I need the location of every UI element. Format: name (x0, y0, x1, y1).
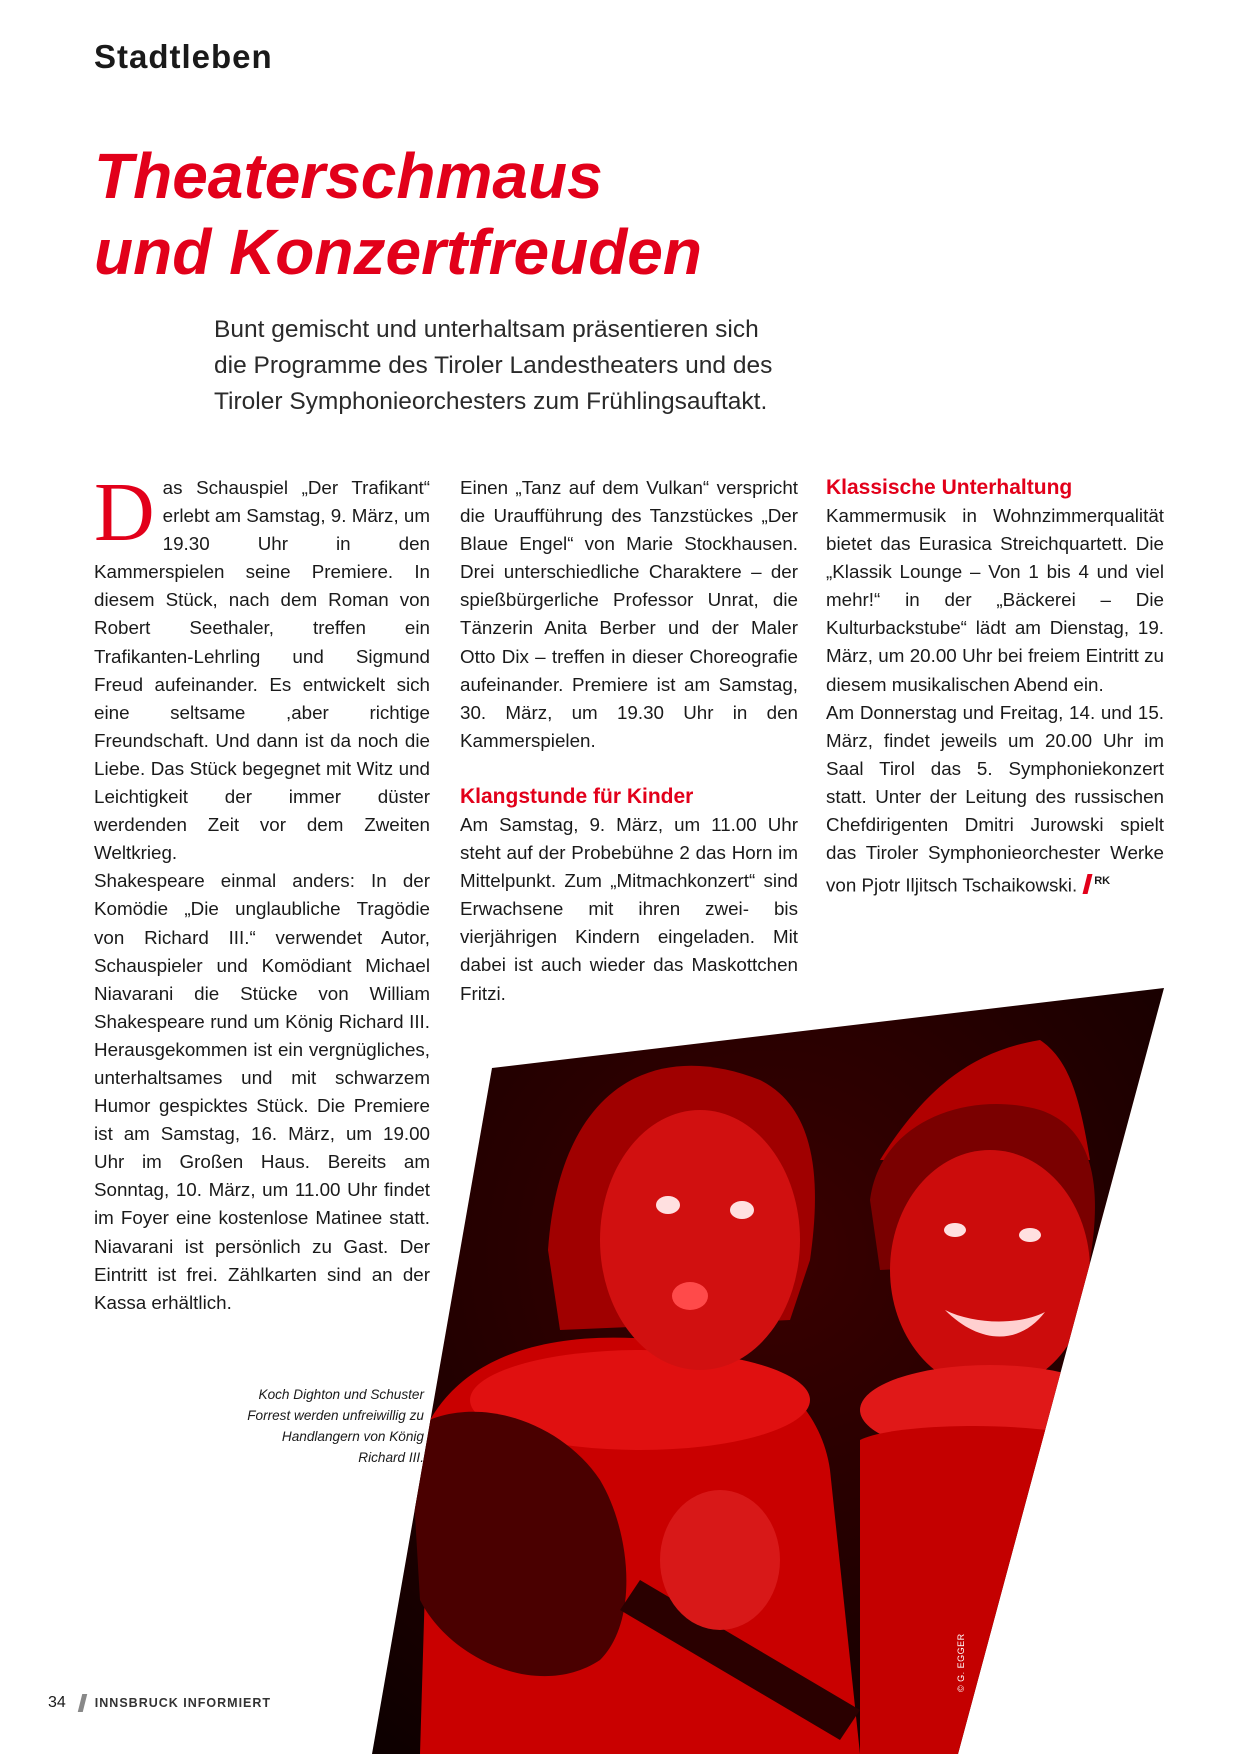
photo-caption: Koch Dighton und Schuster Forrest werden unfreiwillig zu Handlangern von König Richard III. (247, 1387, 424, 1465)
lead-line-2: die Programme des Tiroler Landestheaters und des (214, 352, 773, 379)
magazine-name: INNSBRUCK INFORMIERT (94, 1696, 272, 1710)
photo-credit: © G. EGGER (956, 1633, 966, 1692)
end-mark-icon (1083, 874, 1093, 894)
column3-paragraph-1: Kammermusik in Wohnzimmerqualität bietet das Eurasica Streichquartett. Die „Klassik Lounge – Von 1 bis 4 und viel mehr!“ in der „Bäckerei – Die Kulturbackstube“ lädt am Dienstag, 19. März, um 20.00 Uhr bei freiem Eintritt zu diesem musikalischen Abend ein. (826, 505, 1164, 695)
actor-left-eye-left (656, 1196, 680, 1214)
page-footer (48, 1694, 271, 1712)
article-column-2 (460, 474, 798, 1008)
actor-right-body (860, 1426, 1120, 1754)
column1-paragraph-2: Shakespeare einmal anders: In der Komödie „Die unglaubliche Tragödie von Richard III.“ verwendet Autor, Schauspieler und Komödiant Michael Niavarani die Stücke von William Shakespeare rund um König Richard III. Herausgekommen ist ein vergnügliches, unterhaltsames und mit schwarzem Humor gespicktes Stück. Die Premiere ist am Samstag, 16. März, um 19.00 Uhr im Großen Haus. Bereits am Sonntag, 10. März, um 11.00 Uhr findet im Foyer eine kostenlose Matinee statt. Niavarani ist persönlich zu Gast. Der Eintritt ist frei. Zählkarten sind an der Kassa erhältlich. (94, 870, 430, 1313)
column3-paragraph-2 (826, 699, 1164, 900)
headline-line-2: und Konzertfreuden (94, 216, 702, 288)
section-label: Stadtleben (94, 38, 273, 75)
column2-paragraph-1: Einen „Tanz auf dem Vulkan“ verspricht die Uraufführung des Tanzstückes „Der Blaue Engel“ von Marie Stockhausen. Drei unterschiedliche Charaktere – der spießbürgerliche Professor Unrat, die Tänzerin Anita Berber und der Maler Otto Dix – treffen in dieser Choreografie aufeinander. Premiere ist am Samstag, 30. März, um 19.30 Uhr in den Kammerspielen. (460, 477, 798, 751)
column2-paragraph-2: Am Samstag, 9. März, um 11.00 Uhr steht auf der Probebühne 2 das Horn im Mittelpunkt. Zum „Mitmachkonzert“ sind Erwachsene mit ihren zwei- bis vierjährigen Kindern eingeladen. Mit dabei ist auch wieder das Maskottchen Fritzi. (460, 813, 798, 1004)
actor-right-eye-right (1019, 1228, 1041, 1242)
actor-right-eye-left (944, 1223, 966, 1237)
actor-left-hand (660, 1490, 780, 1630)
lead-line-1: Bunt gemischt und unterhaltsam präsentieren sich (214, 316, 759, 343)
headline-line-1: Theaterschmaus (94, 140, 603, 212)
column1-paragraph-1: as Schauspiel „Der Trafikant“ erlebt am Samstag, 9. März, um 19.30 Uhr in den Kammerspielen seine Premiere. In diesem Stück, nach dem Roman von Robert Seethaler, treffen ein Trafikanten-Lehrling und Sigmund Freud aufeinander. Es entwickelt sich eine seltsame ,aber richtige Freundschaft. Und dann ist da noch die Liebe. Das Stück begegnet mit Witz und Leichtigkeit der immer düster werdenden Zeit vor dem Zweiten Weltkrieg. (94, 477, 430, 864)
article-column-3 (826, 474, 1164, 900)
dropcap: D (94, 466, 155, 559)
footer-slash-icon (78, 1694, 87, 1712)
page-number: 34 (48, 1694, 66, 1711)
lead-line-3: Tiroler Symphonieorchesters zum Frühlingsauftakt. (214, 388, 768, 415)
actor-left-eye-right (730, 1201, 754, 1219)
column3-subheading: Klassische Unterhaltung (826, 476, 1073, 499)
author-initials: RK (1094, 875, 1111, 888)
actor-right-face (890, 1150, 1090, 1390)
actor-left-tongue (672, 1282, 708, 1310)
column2-subheading: Klangstunde für Kinder (460, 784, 694, 808)
column3-paragraph-2-text: Am Donnerstag und Freitag, 14. und 15. März, findet jeweils um 20.00 Uhr im Saal Tirol das 5. Symphoniekonzert statt. Unter der Leitung des russischen Chefdirigenten Dmitri Jurowski spielt das Tiroler Symphonieorchester Werke von Pjotr Iljitsch Tschaikowski. (826, 701, 1164, 896)
actor-left-face (600, 1110, 800, 1370)
article-column-1 (94, 466, 430, 1317)
